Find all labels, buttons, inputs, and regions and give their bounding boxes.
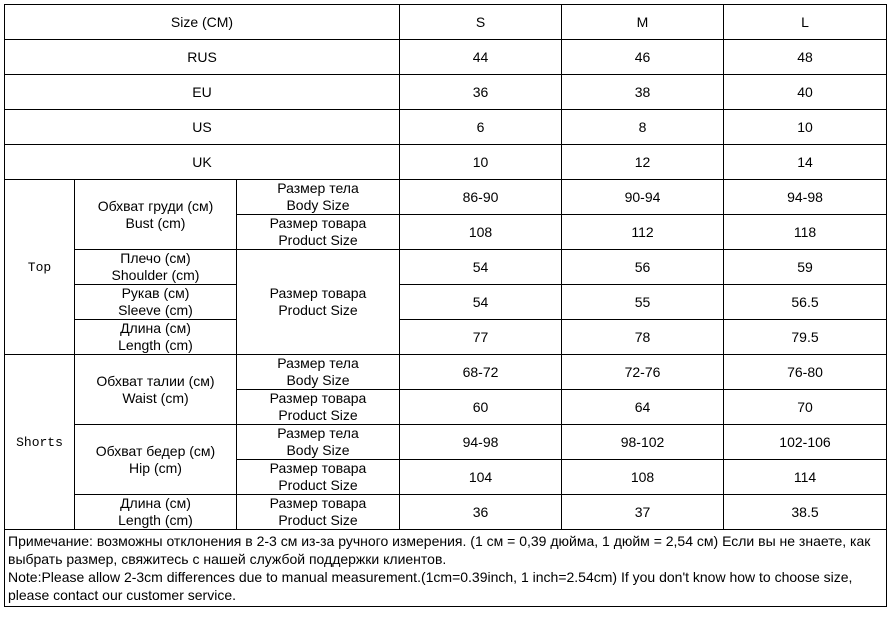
size-l-header: L <box>724 5 887 40</box>
body-size-en: Body Size <box>286 442 350 458</box>
conversion-row-uk <box>5 145 887 180</box>
cell-value: 114 <box>724 460 887 495</box>
length-label-ru: Длина (см) <box>120 495 191 511</box>
length-label <box>75 320 237 355</box>
length-label-en: Length (cm) <box>118 512 193 528</box>
cell-value: 6 <box>400 110 562 145</box>
cell-value: 86-90 <box>400 180 562 215</box>
sleeve-label <box>75 285 237 320</box>
body-size-en: Body Size <box>286 197 350 213</box>
cell-value: 94-98 <box>400 425 562 460</box>
top-sleeve-row <box>5 285 887 320</box>
shorts-section-label: Shorts <box>5 355 75 530</box>
size-m-header: M <box>562 5 724 40</box>
product-size-en: Product Size <box>278 302 358 318</box>
cell-value: 118 <box>724 215 887 250</box>
hip-label-en: Hip (cm) <box>129 459 182 476</box>
product-size-label <box>237 250 400 355</box>
top-section-label: Top <box>5 180 75 355</box>
note-en: Note:Please allow 2-3cm differences due to manual measurement.(1cm=0.39inch, 1 inch=2.54cm) If you don't know how to choose size, please contact our customer service. <box>8 569 853 603</box>
note-row <box>5 530 887 607</box>
hip-label <box>75 425 237 495</box>
waist-label <box>75 355 237 425</box>
row-label: RUS <box>5 40 400 75</box>
cell-value: 59 <box>724 250 887 285</box>
note-ru: Примечание: возможны отклонения в 2-3 см из-за ручного измерения. (1 см = 0,39 дюйма, 1 дюйм = 2,54 см) Если вы не знаете, как выбрать размер, свяжитесь с нашей службой поддержки клиентов. <box>8 533 871 567</box>
sleeve-label-ru: Рукав (см) <box>121 285 190 301</box>
size-table <box>4 4 887 607</box>
body-size-ru: Размер тела <box>277 425 359 441</box>
cell-value: 38 <box>562 75 724 110</box>
cell-value: 64 <box>562 390 724 425</box>
shorts-hip-body-row <box>5 425 887 460</box>
cell-value: 10 <box>724 110 887 145</box>
cell-value: 14 <box>724 145 887 180</box>
length-label <box>75 495 237 530</box>
length-label-en: Length (cm) <box>118 337 193 353</box>
cell-value: 56 <box>562 250 724 285</box>
cell-value: 102-106 <box>724 425 887 460</box>
product-size-label <box>237 460 400 495</box>
cell-value: 104 <box>400 460 562 495</box>
cell-value: 56.5 <box>724 285 887 320</box>
cell-value: 36 <box>400 75 562 110</box>
product-size-label <box>237 495 400 530</box>
body-size-label <box>237 180 400 215</box>
row-label: UK <box>5 145 400 180</box>
shorts-length-row <box>5 495 887 530</box>
cell-value: 44 <box>400 40 562 75</box>
bust-label-ru: Обхват груди (см) <box>97 197 214 214</box>
row-label: EU <box>5 75 400 110</box>
cell-value: 8 <box>562 110 724 145</box>
product-size-ru: Размер товара <box>269 285 367 301</box>
hip-label-ru: Обхват бедер (см) <box>95 442 216 459</box>
body-size-ru: Размер тела <box>277 180 359 196</box>
cell-value: 46 <box>562 40 724 75</box>
cell-value: 54 <box>400 250 562 285</box>
cell-value: 70 <box>724 390 887 425</box>
conversion-row-eu <box>5 75 887 110</box>
cell-value: 40 <box>724 75 887 110</box>
cell-value: 78 <box>562 320 724 355</box>
product-size-ru: Размер товара <box>269 215 367 231</box>
cell-value: 37 <box>562 495 724 530</box>
cell-value: 79.5 <box>724 320 887 355</box>
header-row <box>5 5 887 40</box>
cell-value: 76-80 <box>724 355 887 390</box>
sleeve-label-en: Sleeve (cm) <box>118 302 193 318</box>
product-size-en: Product Size <box>278 477 358 493</box>
product-size-en: Product Size <box>278 512 358 528</box>
cell-value: 38.5 <box>724 495 887 530</box>
cell-value: 77 <box>400 320 562 355</box>
top-shoulder-row <box>5 250 887 285</box>
product-size-ru: Размер товара <box>269 460 367 476</box>
length-label-ru: Длина (см) <box>120 320 191 336</box>
body-size-ru: Размер тела <box>277 355 359 371</box>
cell-value: 10 <box>400 145 562 180</box>
conversion-row-us <box>5 110 887 145</box>
shorts-waist-body-row <box>5 355 887 390</box>
shoulder-label-en: Shoulder (cm) <box>111 267 200 283</box>
cell-value: 55 <box>562 285 724 320</box>
bust-label <box>75 180 237 250</box>
product-size-ru: Размер товара <box>269 390 367 406</box>
cell-value: 108 <box>400 215 562 250</box>
cell-value: 48 <box>724 40 887 75</box>
body-size-label <box>237 355 400 390</box>
cell-value: 94-98 <box>724 180 887 215</box>
body-size-label <box>237 425 400 460</box>
row-label: US <box>5 110 400 145</box>
shoulder-label <box>75 250 237 285</box>
waist-label-en: Waist (cm) <box>122 389 189 406</box>
cell-value: 108 <box>562 460 724 495</box>
product-size-ru: Размер товара <box>269 495 367 511</box>
cell-value: 98-102 <box>562 425 724 460</box>
cell-value: 90-94 <box>562 180 724 215</box>
cell-value: 72-76 <box>562 355 724 390</box>
bust-label-en: Bust (cm) <box>125 214 186 231</box>
top-bust-body-row <box>5 180 887 215</box>
size-s-header: S <box>400 5 562 40</box>
cell-value: 60 <box>400 390 562 425</box>
top-length-row <box>5 320 887 355</box>
cell-value: 68-72 <box>400 355 562 390</box>
product-size-en: Product Size <box>278 232 358 248</box>
cell-value: 112 <box>562 215 724 250</box>
cell-value: 54 <box>400 285 562 320</box>
conversion-row-rus <box>5 40 887 75</box>
body-size-en: Body Size <box>286 372 350 388</box>
size-header-label: Size (CM) <box>5 5 400 40</box>
shoulder-label-ru: Плечо (см) <box>120 250 191 266</box>
cell-value: 36 <box>400 495 562 530</box>
cell-value: 12 <box>562 145 724 180</box>
waist-label-ru: Обхват талии (см) <box>96 372 215 389</box>
product-size-label <box>237 215 400 250</box>
product-size-en: Product Size <box>278 407 358 423</box>
product-size-label <box>237 390 400 425</box>
note-cell <box>5 530 887 607</box>
